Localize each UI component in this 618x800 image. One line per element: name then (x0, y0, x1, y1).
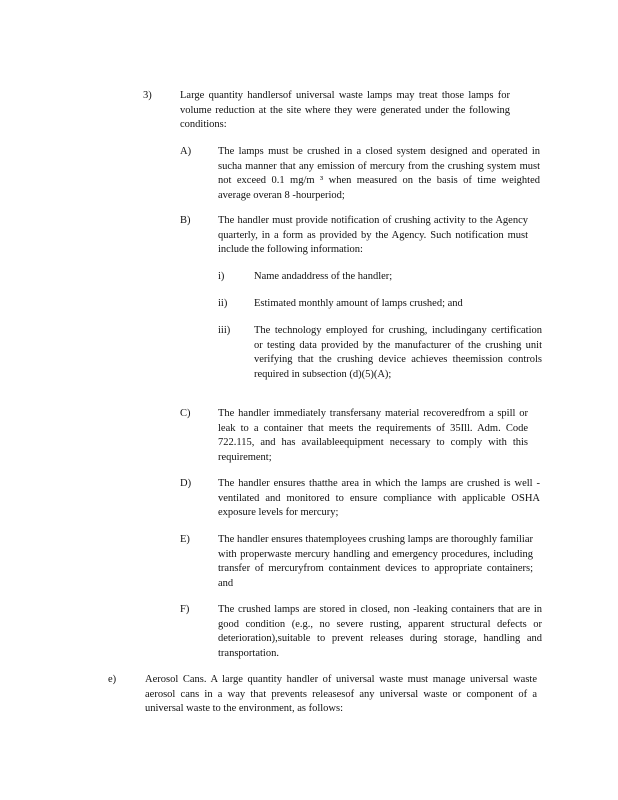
item-3c-text: The handler immediately transfersany material recoveredfrom a spill or leak to a container that meets the requirements of 35Ill. Adm. Code 722.115, and has availableequipment necessary to comply with this requirement; (218, 408, 528, 463)
item-3b-iii-marker: iii) (218, 325, 231, 336)
item-3b-i-text: Name andaddress of the handler; (254, 271, 393, 282)
item-3c-marker: C) (180, 408, 191, 419)
item-3-marker: 3) (143, 90, 152, 101)
item-3d-text: The handler ensures thatthe area in which the lamps are crushed is well -ventilated and monitored to ensure compliance with applicable OSHA exposure levels for mercury; (218, 478, 540, 519)
item-3b-text: The handler must provide notification of crushing activity to the Agency quarterly, in a form as provided by the Agency. Such notification must include the following information: (218, 215, 528, 256)
item-3-text: Large quantity handlersof universal waste lamps may treat those lamps for volume reduction at the site where they were generated under the following conditions: (180, 90, 510, 131)
item-3b-ii-text: Estimated monthly amount of lamps crushed; and (254, 298, 463, 309)
item-3e-text: The handler ensures thatemployees crushing lamps are thoroughly familiar with properwaste mercury handling and emergency procedures, including transfer of mercuryfrom containment devices to appropriate containers; and (218, 534, 533, 589)
item-3b-marker: B) (180, 215, 191, 226)
item-3e-marker: E) (180, 534, 190, 545)
item-3f-text: The crushed lamps are stored in closed, non -leaking containers that are in good condition (e.g., no severe rusting, apparent structural defects or deterioration),suitable to prevent releases during storage, handling and transportation. (218, 604, 542, 659)
item-e-marker: e) (108, 674, 117, 685)
item-e-text: Aerosol Cans. A large quantity handler of universal waste must manage universal waste aerosol cans in a way that prevents releasesof any universal waste or component of a universal waste to the environment, as follows: (145, 674, 537, 715)
item-3b-ii-marker: ii) (218, 298, 228, 309)
item-3f-marker: F) (180, 604, 190, 615)
item-3b-i-marker: i) (218, 271, 225, 282)
item-3d-marker: D) (180, 478, 192, 489)
item-3b-iii-text: The technology employed for crushing, includingany certification or testing data provided by the manufacturer of the crushing unit verifying that the crushing device achieves theemission controls required in subsection (d)(5)(A); (254, 325, 542, 380)
item-3a-marker: A) (180, 146, 192, 157)
item-3a-text: The lamps must be crushed in a closed system designed and operated in sucha manner that any emission of mercury from the crushing system must not exceed 0.1 mg/m ³ when measured on the basis of time weighted average overan 8 -hourperiod; (218, 146, 540, 201)
